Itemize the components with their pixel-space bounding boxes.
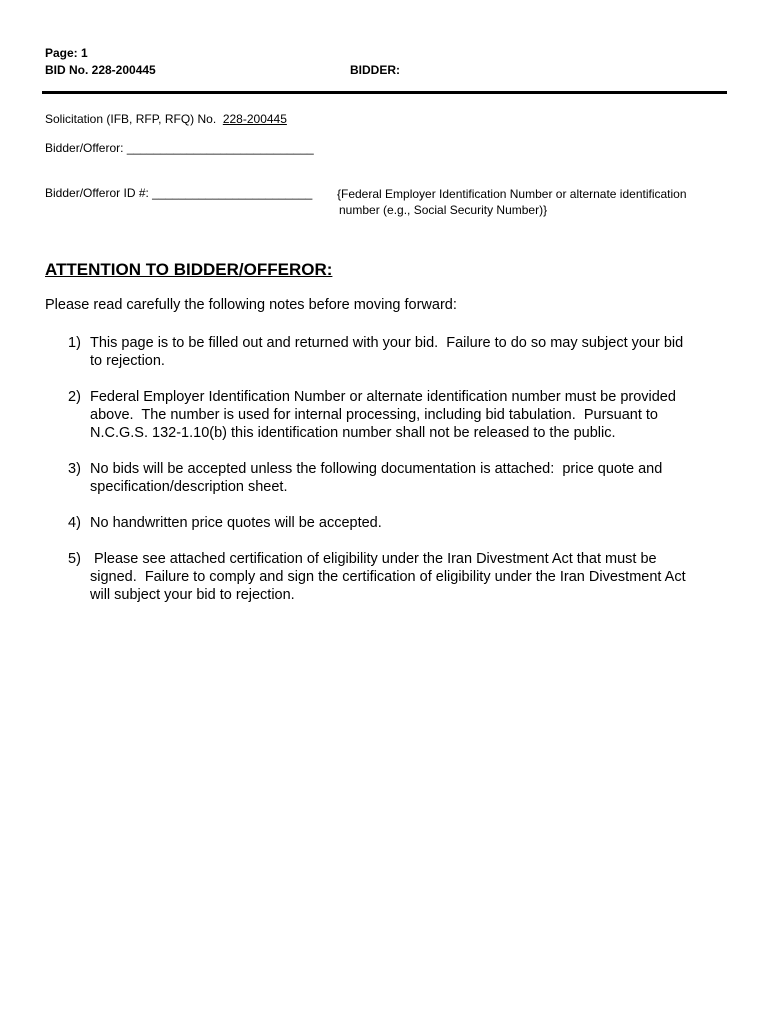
note-line: N.C.G.S. 132-1.10(b) this identification number shall not be released to the public. [90,425,616,441]
bidder-id-note-line1: {Federal Employer Identification Number or alternate identification [337,187,687,201]
note-number: 4) [68,515,81,531]
note-line: This page is to be filled out and returned with your bid. Failure to do so may subject your bid [90,335,684,351]
note-line: to rejection. [90,353,165,369]
attention-heading: ATTENTION TO BIDDER/OFFEROR: [45,260,333,279]
bidder-id-note [337,186,687,218]
bid-number-label: BID No. 228-200445 [45,63,156,77]
note-number: 2) [68,389,81,405]
note-line: signed. Failure to comply and sign the certification of eligibility under the Iran Divestment Act [90,569,686,585]
header-divider [42,91,727,94]
page-number-label: Page: 1 [45,46,88,60]
note-item [45,460,725,496]
note-line: Federal Employer Identification Number or alternate identification number must be provided [90,389,676,405]
solicitation-prefix: Solicitation (IFB, RFP, RFQ) No. [45,112,217,126]
note-item [45,550,725,604]
note-item [45,514,725,532]
note-line: will subject your bid to rejection. [90,587,295,603]
note-line: above. The number is used for internal processing, including bid tabulation. Pursuant to [90,407,658,423]
attention-intro: Please read carefully the following notes before moving forward: [45,297,457,313]
bidder-id-field: Bidder/Offeror ID #: ________________________ [45,186,313,200]
note-number: 5) [68,551,81,567]
note-item [45,334,725,370]
solicitation-line [45,112,287,126]
note-line: Please see attached certification of eligibility under the Iran Divestment Act that must be [90,551,657,567]
note-line: No handwritten price quotes will be accepted. [90,515,382,531]
note-number: 3) [68,461,81,477]
note-line: No bids will be accepted unless the following documentation is attached: price quote and [90,461,663,477]
note-line: specification/description sheet. [90,479,288,495]
bidder-label: BIDDER: [350,63,400,77]
note-number: 1) [68,335,81,351]
bidder-offeror-field: Bidder/Offeror: ____________________________ [45,141,314,155]
notes-list [45,334,725,622]
note-item [45,388,725,442]
solicitation-number: 228-200445 [222,112,287,126]
bidder-id-note-line2: number (e.g., Social Security Number)} [339,203,548,217]
